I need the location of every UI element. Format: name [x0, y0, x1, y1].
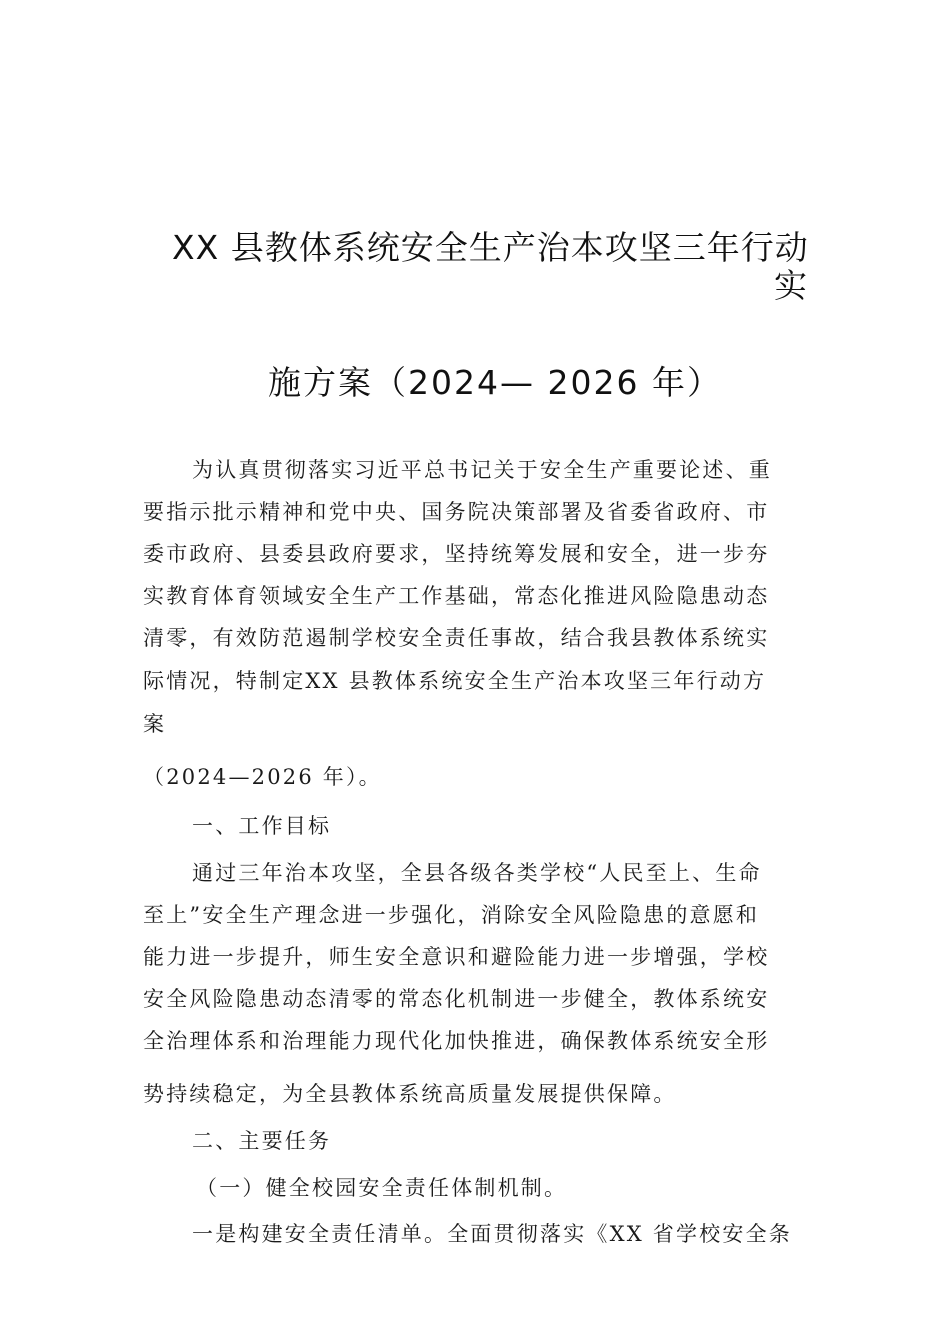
goal-line: 安全风险隐患动态清零的常态化机制进一步健全，教体系统安 — [143, 987, 770, 1011]
document-title-line1: XX 县教体系统安全生产治本攻坚三年行动 — [172, 228, 809, 267]
goal-line: 势持续稳定，为全县教体系统高质量发展提供保障。 — [143, 1082, 677, 1106]
intro-line: （2024—2026 年）。 — [143, 765, 382, 789]
document-title-line2: 实 — [774, 266, 808, 305]
intro-line: 清零，有效防范遏制学校安全责任事故，结合我县教体系统实 — [143, 626, 770, 650]
document-title-line3: 施方案（2024— 2026 年） — [268, 363, 722, 402]
goal-line: 全治理体系和治理能力现代化加快推进，确保教体系统安全形 — [143, 1029, 770, 1053]
intro-line: 实教育体育领域安全生产工作基础，常态化推进风险隐患动态 — [143, 584, 770, 608]
intro-line: 案 — [143, 712, 167, 736]
intro-line: 际情况，特制定XX 县教体系统安全生产治本攻坚三年行动方 — [143, 669, 767, 693]
section-heading: 一、工作目标 — [192, 814, 332, 838]
task-line: 一是构建安全责任清单。全面贯彻落实《XX 省学校安全条 — [192, 1222, 792, 1246]
intro-line: 委市政府、县委县政府要求，坚持统筹发展和安全，进一步夯 — [143, 542, 770, 566]
section-heading: 二、主要任务 — [192, 1129, 332, 1153]
intro-line: 为认真贯彻落实习近平总书记关于安全生产重要论述、重 — [192, 458, 772, 482]
subsection-heading: （一）健全校园安全责任体制机制。 — [196, 1176, 568, 1200]
goal-line: 至上”安全生产理念进一步强化，消除安全风险隐患的意愿和 — [143, 903, 760, 927]
goal-line: 能力进一步提升，师生安全意识和避险能力进一步增强，学校 — [143, 945, 770, 969]
goal-line: 通过三年治本攻坚，全县各级各类学校“人民至上、生命 — [192, 861, 762, 885]
intro-line: 要指示批示精神和党中央、国务院决策部署及省委省政府、市 — [143, 500, 770, 524]
